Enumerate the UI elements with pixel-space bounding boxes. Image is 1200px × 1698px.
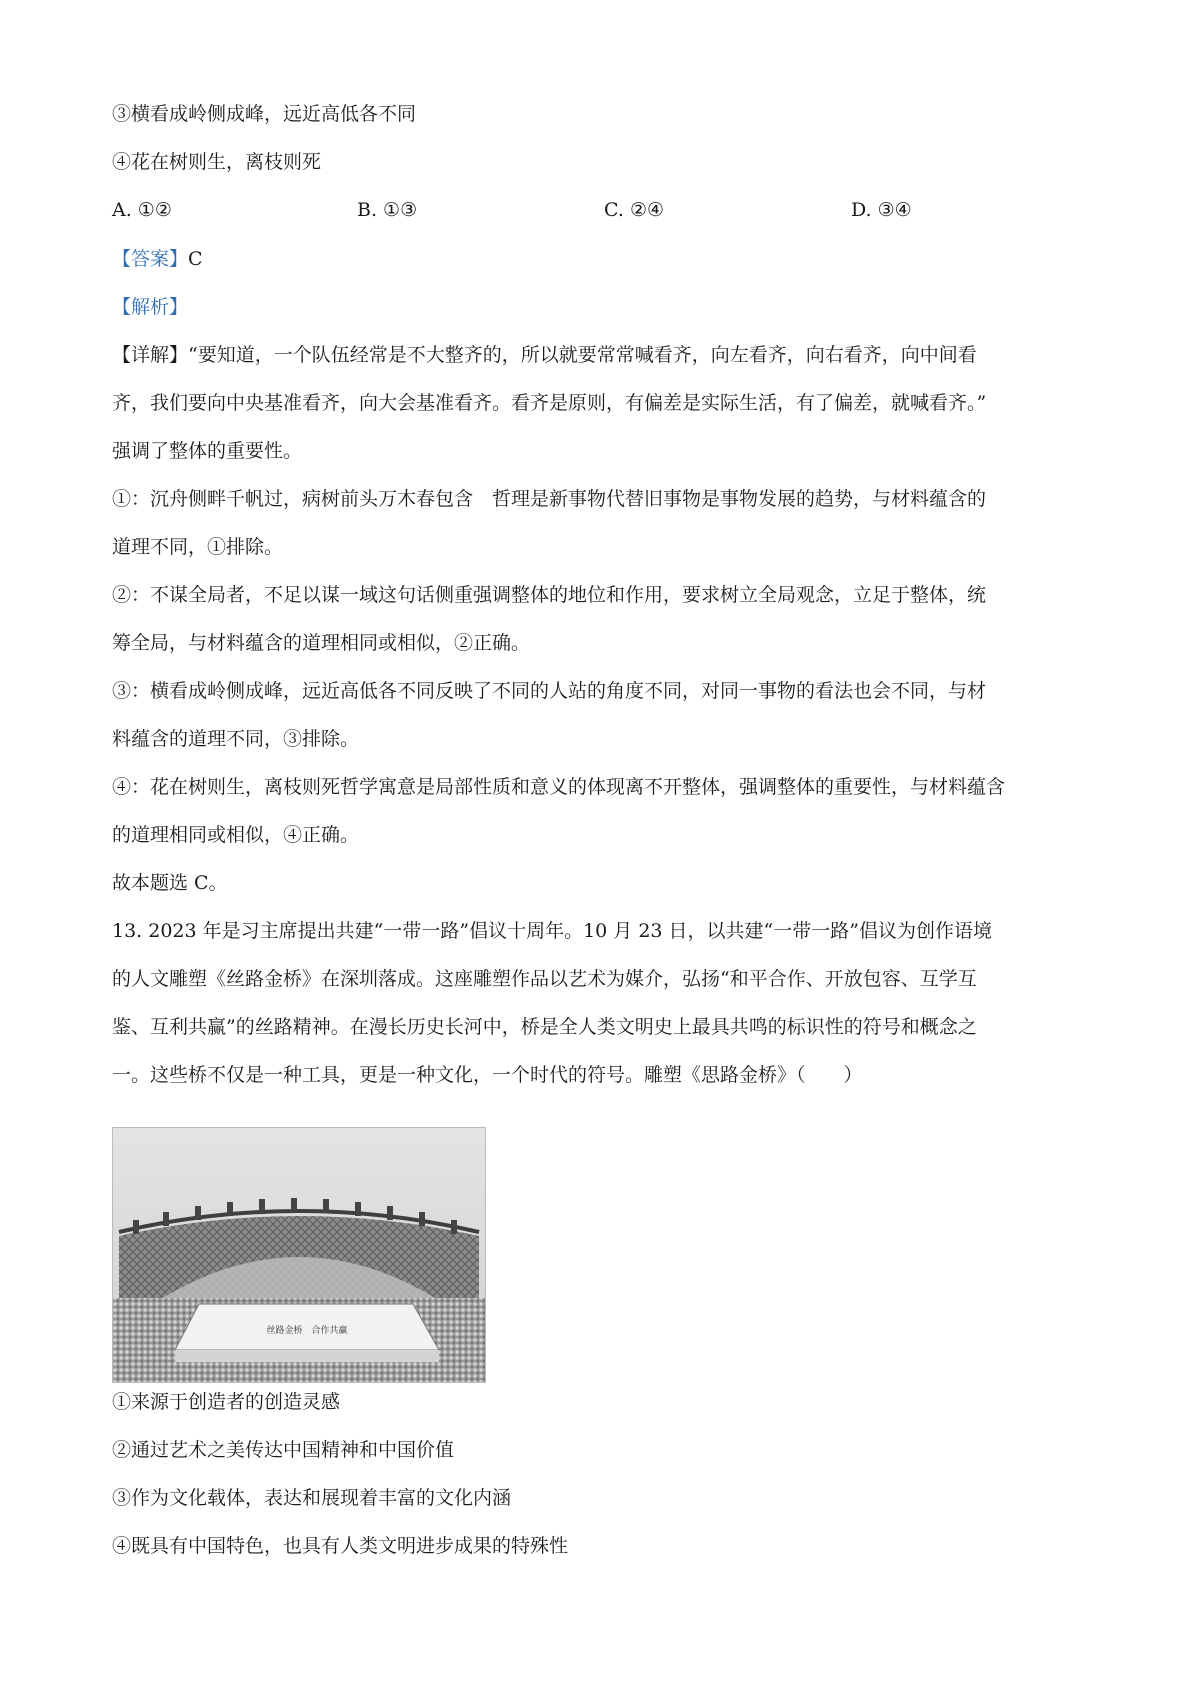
- choice-b: B. ①③: [357, 199, 418, 221]
- q13-stem-line: 鉴、互利共赢”的丝路精神。在漫长历史长河中，桥是全人类文明史上最具共鸣的标识性的符号和概念之: [112, 1016, 977, 1038]
- q13-option-4: ④既具有中国特色，也具有人类文明进步成果的特殊性: [112, 1535, 569, 1557]
- detail-line: ②：不谋全局者，不足以谋一域这句话侧重强调整体的地位和作用，要求树立全局观念，立足于整体，统: [112, 584, 987, 606]
- q13-stem-line: 的人文雕塑《丝路金桥》在深圳落成。这座雕塑作品以艺术为媒介，弘扬“和平合作、开放包容、互学互: [112, 968, 977, 990]
- choice-d: D. ③④: [851, 199, 912, 221]
- detail-line: 强调了整体的重要性。: [112, 440, 303, 462]
- prev-option-3: ③横看成岭侧成峰，远近高低各不同: [112, 103, 417, 125]
- choice-a: A. ①②: [112, 199, 172, 221]
- q13-stem-line-4: 一。这些桥不仅是一种工具，更是一种文化，一个时代的符号。雕塑《思路金桥》（ ）: [112, 1064, 863, 1086]
- detail-line: 的道理相同或相似，④正确。: [112, 824, 360, 846]
- prev-option-4: ④花在树则生，离枝则死: [112, 151, 322, 173]
- detail-line: 道理不同，①排除。: [112, 536, 284, 558]
- q13-stem-line: 13. 2023 年是习主席提出共建“一带一路”倡议十周年。10 月 23 日，以共建“一带一路”倡议为创作语境: [112, 920, 992, 942]
- analysis-label: 【解析】: [112, 296, 189, 318]
- golden-bridge-photo-image: [113, 1128, 485, 1382]
- detail-line: ④：花在树则生，离枝则死哲学寓意是局部性质和意义的体现离不开整体，强调整体的重要性，与材料蕴含: [112, 776, 1006, 798]
- detail-line: ①：沉舟侧畔千帆过，病树前头万木春包含 哲理是新事物代替旧事物是事物发展的趋势，与材料蕴含的: [112, 488, 987, 510]
- detail-line: ③：横看成岭侧成峰，远近高低各不同反映了不同的人站的角度不同，对同一事物的看法也会不同，与材: [112, 680, 987, 702]
- detail-line: 料蕴含的道理不同，③排除。: [112, 728, 360, 750]
- answer-label: 【答案】: [112, 248, 189, 270]
- detail-line: 【详解】“要知道，一个队伍经常是不大整齐的，所以就要常常喊看齐，向左看齐，向右看齐，向中间看: [112, 344, 977, 366]
- choice-c: C. ②④: [604, 199, 665, 221]
- q13-option-3: ③作为文化载体，表达和展现着丰富的文化内涵: [112, 1487, 512, 1509]
- q13-option-2: ②通过艺术之美传达中国精神和中国价值: [112, 1439, 455, 1461]
- sculpture-photo: [112, 1127, 486, 1383]
- detail-line: 齐，我们要向中央基准看齐，向大会基准看齐。看齐是原则，有偏差是实际生活，有了偏差，就喊看齐。”: [112, 392, 987, 414]
- plaque-text: 丝路金桥 合作共赢: [266, 1326, 348, 1336]
- detail-line: 筹全局，与材料蕴含的道理相同或相似，②正确。: [112, 632, 531, 654]
- answer-line: [112, 246, 1102, 272]
- answer-value: C: [188, 248, 203, 270]
- q13-option-1: ①来源于创造者的创造灵感: [112, 1391, 341, 1413]
- conclusion-line: 故本题选 C。: [112, 872, 228, 894]
